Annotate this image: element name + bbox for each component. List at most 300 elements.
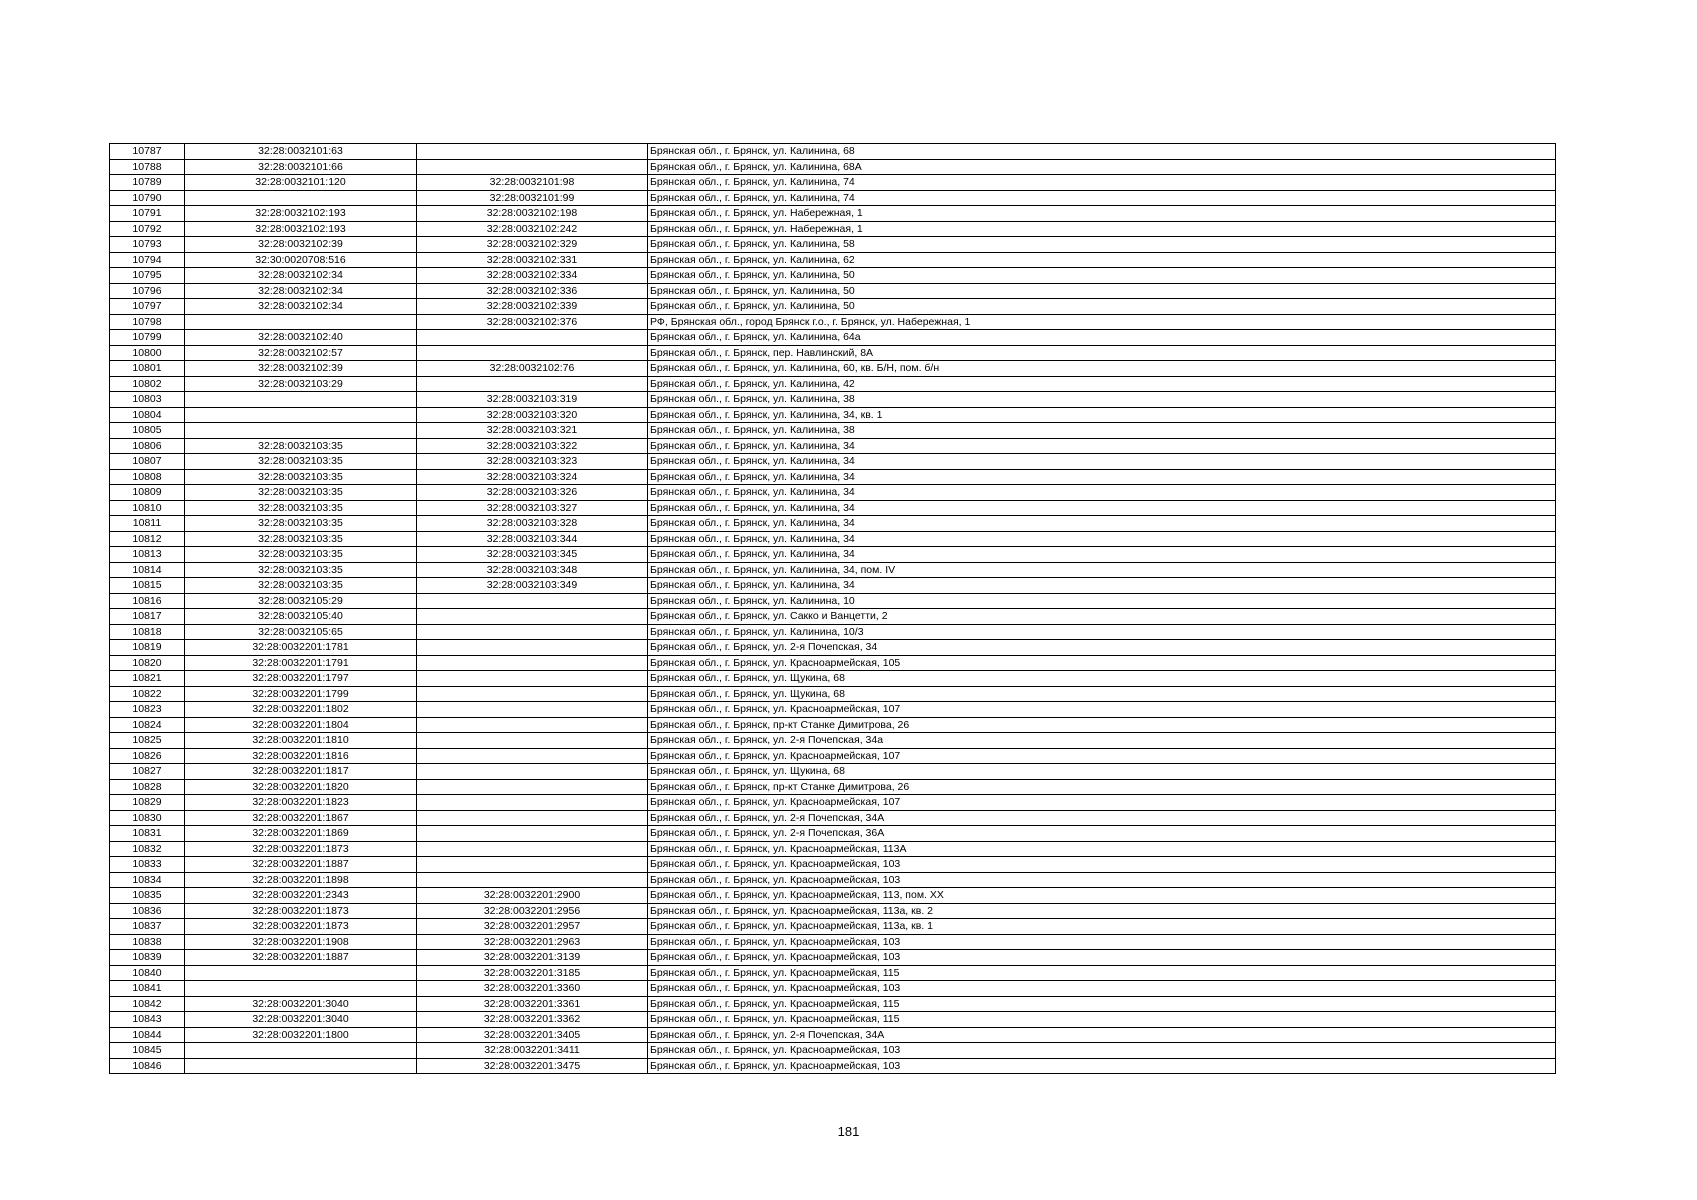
land-cadastral-number-cell: 32:28:0032201:1810 <box>185 733 417 749</box>
row-number-cell: 10827 <box>110 764 185 780</box>
row-number-cell: 10830 <box>110 810 185 826</box>
building-cadastral-number-cell: 32:28:0032102:334 <box>417 268 648 284</box>
row-number-cell: 10816 <box>110 593 185 609</box>
table-row <box>110 593 1556 609</box>
table-row <box>110 221 1556 237</box>
land-cadastral-number-cell: 32:28:0032103:35 <box>185 485 417 501</box>
land-cadastral-number-cell: 32:28:0032201:1823 <box>185 795 417 811</box>
address-cell: Брянская обл., г. Брянск, ул. Калинина, 50 <box>648 283 1556 299</box>
land-cadastral-number-cell: 32:28:0032102:193 <box>185 221 417 237</box>
land-cadastral-number-cell: 32:28:0032201:1802 <box>185 702 417 718</box>
address-cell: Брянская обл., г. Брянск, ул. Красноармейская, 113, пом. XX <box>648 888 1556 904</box>
land-cadastral-number-cell: 32:28:0032201:1797 <box>185 671 417 687</box>
land-cadastral-number-cell: 32:28:0032103:35 <box>185 469 417 485</box>
land-cadastral-number-cell <box>185 423 417 439</box>
land-cadastral-number-cell <box>185 1058 417 1074</box>
land-cadastral-number-cell: 32:28:0032101:63 <box>185 144 417 160</box>
address-cell: Брянская обл., г. Брянск, ул. Красноармейская, 107 <box>648 748 1556 764</box>
land-cadastral-number-cell <box>185 965 417 981</box>
registry-table <box>109 143 1556 1074</box>
land-cadastral-number-cell: 32:28:0032201:2343 <box>185 888 417 904</box>
row-number-cell: 10795 <box>110 268 185 284</box>
building-cadastral-number-cell: 32:28:0032201:2956 <box>417 903 648 919</box>
address-cell: Брянская обл., г. Брянск, ул. Красноармейская, 113А <box>648 841 1556 857</box>
table-row <box>110 826 1556 842</box>
address-cell: Брянская обл., г. Брянск, ул. Красноармейская, 103 <box>648 981 1556 997</box>
table-row <box>110 299 1556 315</box>
building-cadastral-number-cell <box>417 624 648 640</box>
row-number-cell: 10812 <box>110 531 185 547</box>
address-cell: Брянская обл., г. Брянск, ул. Калинина, 34 <box>648 454 1556 470</box>
building-cadastral-number-cell: 32:28:0032201:3360 <box>417 981 648 997</box>
row-number-cell: 10789 <box>110 175 185 191</box>
table-row <box>110 702 1556 718</box>
building-cadastral-number-cell: 32:28:0032103:322 <box>417 438 648 454</box>
table-row <box>110 268 1556 284</box>
land-cadastral-number-cell: 32:28:0032201:3040 <box>185 996 417 1012</box>
address-cell: Брянская обл., г. Брянск, ул. Красноармейская, 103 <box>648 872 1556 888</box>
land-cadastral-number-cell: 32:28:0032201:1804 <box>185 717 417 733</box>
building-cadastral-number-cell: 32:28:0032101:98 <box>417 175 648 191</box>
table-row <box>110 624 1556 640</box>
table-row <box>110 175 1556 191</box>
table-row <box>110 764 1556 780</box>
row-number-cell: 10800 <box>110 345 185 361</box>
building-cadastral-number-cell: 32:28:0032103:345 <box>417 547 648 563</box>
building-cadastral-number-cell: 32:28:0032201:2900 <box>417 888 648 904</box>
building-cadastral-number-cell <box>417 748 648 764</box>
row-number-cell: 10831 <box>110 826 185 842</box>
table-row <box>110 981 1556 997</box>
building-cadastral-number-cell <box>417 686 648 702</box>
table-row <box>110 996 1556 1012</box>
address-cell: Брянская обл., г. Брянск, ул. Красноармейская, 103 <box>648 857 1556 873</box>
table-row <box>110 717 1556 733</box>
row-number-cell: 10841 <box>110 981 185 997</box>
row-number-cell: 10833 <box>110 857 185 873</box>
address-cell: Брянская обл., г. Брянск, ул. Красноармейская, 115 <box>648 1012 1556 1028</box>
row-number-cell: 10792 <box>110 221 185 237</box>
building-cadastral-number-cell <box>417 144 648 160</box>
land-cadastral-number-cell: 32:28:0032103:35 <box>185 578 417 594</box>
table-row <box>110 640 1556 656</box>
table-row <box>110 810 1556 826</box>
building-cadastral-number-cell <box>417 810 648 826</box>
land-cadastral-number-cell: 32:28:0032103:35 <box>185 438 417 454</box>
row-number-cell: 10799 <box>110 330 185 346</box>
registry-table-body <box>110 144 1556 1074</box>
building-cadastral-number-cell <box>417 764 648 780</box>
row-number-cell: 10820 <box>110 655 185 671</box>
row-number-cell: 10821 <box>110 671 185 687</box>
building-cadastral-number-cell <box>417 330 648 346</box>
address-cell: Брянская обл., г. Брянск, ул. Калинина, 74 <box>648 190 1556 206</box>
building-cadastral-number-cell: 32:28:0032103:326 <box>417 485 648 501</box>
building-cadastral-number-cell: 32:28:0032201:3362 <box>417 1012 648 1028</box>
building-cadastral-number-cell: 32:28:0032101:99 <box>417 190 648 206</box>
row-number-cell: 10815 <box>110 578 185 594</box>
address-cell: Брянская обл., г. Брянск, ул. Калинина, 58 <box>648 237 1556 253</box>
row-number-cell: 10798 <box>110 314 185 330</box>
row-number-cell: 10809 <box>110 485 185 501</box>
row-number-cell: 10819 <box>110 640 185 656</box>
land-cadastral-number-cell: 32:28:0032201:1799 <box>185 686 417 702</box>
land-cadastral-number-cell: 32:28:0032105:65 <box>185 624 417 640</box>
table-row <box>110 655 1556 671</box>
land-cadastral-number-cell: 32:28:0032101:66 <box>185 159 417 175</box>
row-number-cell: 10837 <box>110 919 185 935</box>
land-cadastral-number-cell: 32:28:0032201:1781 <box>185 640 417 656</box>
land-cadastral-number-cell: 32:28:0032201:1873 <box>185 903 417 919</box>
land-cadastral-number-cell: 32:28:0032201:1887 <box>185 857 417 873</box>
table-row <box>110 857 1556 873</box>
building-cadastral-number-cell <box>417 717 648 733</box>
land-cadastral-number-cell: 32:28:0032102:57 <box>185 345 417 361</box>
address-cell: Брянская обл., г. Брянск, ул. Калинина, 64а <box>648 330 1556 346</box>
address-cell: Брянская обл., г. Брянск, пр-кт Станке Димитрова, 26 <box>648 779 1556 795</box>
address-cell: Брянская обл., г. Брянск, ул. Красноармейская, 113а, кв. 2 <box>648 903 1556 919</box>
land-cadastral-number-cell: 32:28:0032201:1873 <box>185 919 417 935</box>
building-cadastral-number-cell: 32:28:0032201:2963 <box>417 934 648 950</box>
building-cadastral-number-cell <box>417 733 648 749</box>
land-cadastral-number-cell: 32:28:0032103:35 <box>185 547 417 563</box>
building-cadastral-number-cell: 32:28:0032103:323 <box>417 454 648 470</box>
land-cadastral-number-cell: 32:28:0032102:40 <box>185 330 417 346</box>
address-cell: Брянская обл., г. Брянск, ул. Калинина, 34 <box>648 469 1556 485</box>
land-cadastral-number-cell: 32:28:0032103:35 <box>185 531 417 547</box>
building-cadastral-number-cell: 32:28:0032102:198 <box>417 206 648 222</box>
row-number-cell: 10797 <box>110 299 185 315</box>
land-cadastral-number-cell: 32:28:0032105:40 <box>185 609 417 625</box>
row-number-cell: 10838 <box>110 934 185 950</box>
land-cadastral-number-cell: 32:28:0032102:34 <box>185 299 417 315</box>
address-cell: Брянская обл., г. Брянск, ул. Щукина, 68 <box>648 764 1556 780</box>
building-cadastral-number-cell <box>417 640 648 656</box>
table-row <box>110 345 1556 361</box>
land-cadastral-number-cell: 32:28:0032102:34 <box>185 283 417 299</box>
address-cell: Брянская обл., г. Брянск, ул. Красноармейская, 103 <box>648 1058 1556 1074</box>
building-cadastral-number-cell: 32:28:0032201:2957 <box>417 919 648 935</box>
building-cadastral-number-cell: 32:28:0032103:344 <box>417 531 648 547</box>
address-cell: Брянская обл., г. Брянск, ул. Калинина, 34 <box>648 578 1556 594</box>
row-number-cell: 10823 <box>110 702 185 718</box>
row-number-cell: 10811 <box>110 516 185 532</box>
row-number-cell: 10839 <box>110 950 185 966</box>
land-cadastral-number-cell: 32:28:0032201:1867 <box>185 810 417 826</box>
table-row <box>110 252 1556 268</box>
row-number-cell: 10844 <box>110 1027 185 1043</box>
building-cadastral-number-cell <box>417 872 648 888</box>
building-cadastral-number-cell: 32:28:0032103:321 <box>417 423 648 439</box>
table-row <box>110 888 1556 904</box>
address-cell: Брянская обл., г. Брянск, ул. Калинина, 34 <box>648 547 1556 563</box>
table-row <box>110 361 1556 377</box>
address-cell: Брянская обл., г. Брянск, ул. Красноармейская, 103 <box>648 950 1556 966</box>
land-cadastral-number-cell: 32:28:0032102:39 <box>185 237 417 253</box>
land-cadastral-number-cell: 32:28:0032201:1869 <box>185 826 417 842</box>
land-cadastral-number-cell: 32:28:0032103:35 <box>185 454 417 470</box>
table-row <box>110 1043 1556 1059</box>
address-cell: Брянская обл., г. Брянск, ул. Красноармейская, 103 <box>648 934 1556 950</box>
address-cell: Брянская обл., г. Брянск, ул. Калинина, 50 <box>648 299 1556 315</box>
building-cadastral-number-cell: 32:28:0032102:331 <box>417 252 648 268</box>
address-cell: Брянская обл., г. Брянск, ул. Калинина, 10 <box>648 593 1556 609</box>
row-number-cell: 10834 <box>110 872 185 888</box>
row-number-cell: 10842 <box>110 996 185 1012</box>
land-cadastral-number-cell <box>185 981 417 997</box>
table-row <box>110 423 1556 439</box>
address-cell: Брянская обл., г. Брянск, пр-кт Станке Димитрова, 26 <box>648 717 1556 733</box>
address-cell: Брянская обл., г. Брянск, ул. Красноармейская, 103 <box>648 1043 1556 1059</box>
table-row <box>110 237 1556 253</box>
table-row <box>110 748 1556 764</box>
address-cell: Брянская обл., г. Брянск, ул. Набережная, 1 <box>648 206 1556 222</box>
row-number-cell: 10814 <box>110 562 185 578</box>
row-number-cell: 10794 <box>110 252 185 268</box>
table-row <box>110 547 1556 563</box>
land-cadastral-number-cell <box>185 407 417 423</box>
address-cell: Брянская обл., г. Брянск, ул. Калинина, 34 <box>648 438 1556 454</box>
table-row <box>110 1012 1556 1028</box>
table-row <box>110 965 1556 981</box>
building-cadastral-number-cell <box>417 779 648 795</box>
land-cadastral-number-cell: 32:28:0032201:3040 <box>185 1012 417 1028</box>
address-cell: Брянская обл., г. Брянск, ул. 2-я Почепская, 34А <box>648 1027 1556 1043</box>
table-row <box>110 314 1556 330</box>
row-number-cell: 10788 <box>110 159 185 175</box>
land-cadastral-number-cell: 32:30:0020708:516 <box>185 252 417 268</box>
building-cadastral-number-cell <box>417 159 648 175</box>
land-cadastral-number-cell: 32:28:0032201:1887 <box>185 950 417 966</box>
row-number-cell: 10802 <box>110 376 185 392</box>
table-row <box>110 469 1556 485</box>
building-cadastral-number-cell <box>417 841 648 857</box>
address-cell: Брянская обл., г. Брянск, ул. Калинина, 38 <box>648 392 1556 408</box>
table-row <box>110 671 1556 687</box>
address-cell: Брянская обл., г. Брянск, ул. Калинина, 34 <box>648 500 1556 516</box>
table-row <box>110 934 1556 950</box>
land-cadastral-number-cell: 32:28:0032201:1820 <box>185 779 417 795</box>
building-cadastral-number-cell: 32:28:0032102:339 <box>417 299 648 315</box>
address-cell: Брянская обл., г. Брянск, ул. Калинина, 34 <box>648 516 1556 532</box>
address-cell: Брянская обл., г. Брянск, ул. Калинина, 50 <box>648 268 1556 284</box>
table-row <box>110 872 1556 888</box>
building-cadastral-number-cell: 32:28:0032103:349 <box>417 578 648 594</box>
row-number-cell: 10801 <box>110 361 185 377</box>
table-row <box>110 516 1556 532</box>
building-cadastral-number-cell: 32:28:0032201:3405 <box>417 1027 648 1043</box>
row-number-cell: 10845 <box>110 1043 185 1059</box>
building-cadastral-number-cell: 32:28:0032102:336 <box>417 283 648 299</box>
table-row <box>110 578 1556 594</box>
building-cadastral-number-cell <box>417 655 648 671</box>
table-row <box>110 562 1556 578</box>
address-cell: Брянская обл., г. Брянск, ул. Калинина, 68А <box>648 159 1556 175</box>
address-cell: Брянская обл., г. Брянск, ул. Калинина, 34 <box>648 485 1556 501</box>
table-row <box>110 609 1556 625</box>
address-cell: Брянская обл., г. Брянск, ул. Калинина, 38 <box>648 423 1556 439</box>
table-row <box>110 283 1556 299</box>
row-number-cell: 10805 <box>110 423 185 439</box>
land-cadastral-number-cell: 32:28:0032103:29 <box>185 376 417 392</box>
row-number-cell: 10836 <box>110 903 185 919</box>
row-number-cell: 10832 <box>110 841 185 857</box>
address-cell: Брянская обл., г. Брянск, ул. Калинина, 74 <box>648 175 1556 191</box>
table-row <box>110 686 1556 702</box>
building-cadastral-number-cell: 32:28:0032102:76 <box>417 361 648 377</box>
table-row <box>110 392 1556 408</box>
row-number-cell: 10846 <box>110 1058 185 1074</box>
row-number-cell: 10826 <box>110 748 185 764</box>
building-cadastral-number-cell <box>417 345 648 361</box>
land-cadastral-number-cell: 32:28:0032201:1898 <box>185 872 417 888</box>
building-cadastral-number-cell <box>417 593 648 609</box>
table-row <box>110 159 1556 175</box>
building-cadastral-number-cell: 32:28:0032201:3411 <box>417 1043 648 1059</box>
table-row <box>110 376 1556 392</box>
table-row <box>110 1027 1556 1043</box>
building-cadastral-number-cell: 32:28:0032103:348 <box>417 562 648 578</box>
address-cell: Брянская обл., г. Брянск, ул. Калинина, 42 <box>648 376 1556 392</box>
row-number-cell: 10825 <box>110 733 185 749</box>
table-row <box>110 485 1556 501</box>
address-cell: Брянская обл., г. Брянск, ул. Калинина, 34 <box>648 531 1556 547</box>
building-cadastral-number-cell: 32:28:0032103:320 <box>417 407 648 423</box>
land-cadastral-number-cell: 32:28:0032103:35 <box>185 516 417 532</box>
building-cadastral-number-cell: 32:28:0032103:324 <box>417 469 648 485</box>
table-row <box>110 841 1556 857</box>
table-row <box>110 330 1556 346</box>
address-cell: Брянская обл., г. Брянск, ул. Щукина, 68 <box>648 671 1556 687</box>
table-row <box>110 531 1556 547</box>
address-cell: Брянская обл., г. Брянск, ул. Красноармейская, 113а, кв. 1 <box>648 919 1556 935</box>
land-cadastral-number-cell: 32:28:0032201:1817 <box>185 764 417 780</box>
address-cell: Брянская обл., г. Брянск, ул. Красноармейская, 107 <box>648 702 1556 718</box>
row-number-cell: 10829 <box>110 795 185 811</box>
table-row <box>110 733 1556 749</box>
address-cell: Брянская обл., г. Брянск, ул. 2-я Почепская, 34а <box>648 733 1556 749</box>
table-row <box>110 144 1556 160</box>
row-number-cell: 10807 <box>110 454 185 470</box>
building-cadastral-number-cell: 32:28:0032201:3185 <box>417 965 648 981</box>
address-cell: Брянская обл., г. Брянск, ул. Калинина, 62 <box>648 252 1556 268</box>
row-number-cell: 10803 <box>110 392 185 408</box>
building-cadastral-number-cell: 32:28:0032201:3361 <box>417 996 648 1012</box>
land-cadastral-number-cell: 32:28:0032102:193 <box>185 206 417 222</box>
address-cell: Брянская обл., г. Брянск, пер. Навлинский, 8А <box>648 345 1556 361</box>
table-row <box>110 795 1556 811</box>
address-cell: Брянская обл., г. Брянск, ул. Калинина, 34, пом. IV <box>648 562 1556 578</box>
address-cell: Брянская обл., г. Брянск, ул. Сакко и Ванцетти, 2 <box>648 609 1556 625</box>
building-cadastral-number-cell: 32:28:0032103:328 <box>417 516 648 532</box>
address-cell: Брянская обл., г. Брянск, ул. Калинина, 10/3 <box>648 624 1556 640</box>
row-number-cell: 10813 <box>110 547 185 563</box>
table-row <box>110 1058 1556 1074</box>
land-cadastral-number-cell: 32:28:0032102:39 <box>185 361 417 377</box>
building-cadastral-number-cell: 32:28:0032103:319 <box>417 392 648 408</box>
land-cadastral-number-cell: 32:28:0032101:120 <box>185 175 417 191</box>
row-number-cell: 10817 <box>110 609 185 625</box>
building-cadastral-number-cell: 32:28:0032201:3139 <box>417 950 648 966</box>
row-number-cell: 10806 <box>110 438 185 454</box>
row-number-cell: 10828 <box>110 779 185 795</box>
row-number-cell: 10796 <box>110 283 185 299</box>
land-cadastral-number-cell <box>185 392 417 408</box>
building-cadastral-number-cell <box>417 609 648 625</box>
address-cell: Брянская обл., г. Брянск, ул. Красноармейская, 115 <box>648 996 1556 1012</box>
row-number-cell: 10793 <box>110 237 185 253</box>
land-cadastral-number-cell: 32:28:0032201:1816 <box>185 748 417 764</box>
land-cadastral-number-cell: 32:28:0032201:1908 <box>185 934 417 950</box>
land-cadastral-number-cell: 32:28:0032201:1873 <box>185 841 417 857</box>
address-cell: Брянская обл., г. Брянск, ул. 2-я Почепская, 34А <box>648 810 1556 826</box>
table-row <box>110 438 1556 454</box>
building-cadastral-number-cell: 32:28:0032102:329 <box>417 237 648 253</box>
table-row <box>110 206 1556 222</box>
table-row <box>110 919 1556 935</box>
row-number-cell: 10835 <box>110 888 185 904</box>
address-cell: Брянская обл., г. Брянск, ул. Красноармейская, 115 <box>648 965 1556 981</box>
table-row <box>110 950 1556 966</box>
page-number: 181 <box>837 1124 860 1139</box>
row-number-cell: 10808 <box>110 469 185 485</box>
row-number-cell: 10824 <box>110 717 185 733</box>
table-row <box>110 903 1556 919</box>
address-cell: Брянская обл., г. Брянск, ул. 2-я Почепская, 36А <box>648 826 1556 842</box>
building-cadastral-number-cell <box>417 857 648 873</box>
row-number-cell: 10804 <box>110 407 185 423</box>
building-cadastral-number-cell: 32:28:0032201:3475 <box>417 1058 648 1074</box>
table-row <box>110 407 1556 423</box>
building-cadastral-number-cell <box>417 376 648 392</box>
building-cadastral-number-cell <box>417 671 648 687</box>
row-number-cell: 10822 <box>110 686 185 702</box>
building-cadastral-number-cell: 32:28:0032102:376 <box>417 314 648 330</box>
row-number-cell: 10810 <box>110 500 185 516</box>
table-row <box>110 779 1556 795</box>
row-number-cell: 10843 <box>110 1012 185 1028</box>
address-cell: Брянская обл., г. Брянск, ул. Набережная, 1 <box>648 221 1556 237</box>
land-cadastral-number-cell: 32:28:0032102:34 <box>185 268 417 284</box>
building-cadastral-number-cell <box>417 826 648 842</box>
land-cadastral-number-cell: 32:28:0032201:1800 <box>185 1027 417 1043</box>
building-cadastral-number-cell <box>417 795 648 811</box>
row-number-cell: 10791 <box>110 206 185 222</box>
building-cadastral-number-cell <box>417 702 648 718</box>
address-cell: Брянская обл., г. Брянск, ул. Красноармейская, 107 <box>648 795 1556 811</box>
building-cadastral-number-cell: 32:28:0032103:327 <box>417 500 648 516</box>
row-number-cell: 10787 <box>110 144 185 160</box>
land-cadastral-number-cell <box>185 1043 417 1059</box>
address-cell: Брянская обл., г. Брянск, ул. Калинина, 68 <box>648 144 1556 160</box>
table-row <box>110 454 1556 470</box>
land-cadastral-number-cell: 32:28:0032201:1791 <box>185 655 417 671</box>
address-cell: Брянская обл., г. Брянск, ул. Красноармейская, 105 <box>648 655 1556 671</box>
row-number-cell: 10818 <box>110 624 185 640</box>
land-cadastral-number-cell: 32:28:0032103:35 <box>185 500 417 516</box>
land-cadastral-number-cell: 32:28:0032103:35 <box>185 562 417 578</box>
row-number-cell: 10840 <box>110 965 185 981</box>
table-row <box>110 500 1556 516</box>
address-cell: Брянская обл., г. Брянск, ул. Калинина, 60, кв. Б/Н, пом. б/н <box>648 361 1556 377</box>
address-cell: Брянская обл., г. Брянск, ул. Щукина, 68 <box>648 686 1556 702</box>
address-cell: Брянская обл., г. Брянск, ул. Калинина, 34, кв. 1 <box>648 407 1556 423</box>
land-cadastral-number-cell <box>185 190 417 206</box>
address-cell: РФ, Брянская обл., город Брянск г.о., г. Брянск, ул. Набережная, 1 <box>648 314 1556 330</box>
table-row <box>110 190 1556 206</box>
address-cell: Брянская обл., г. Брянск, ул. 2-я Почепская, 34 <box>648 640 1556 656</box>
land-cadastral-number-cell <box>185 314 417 330</box>
